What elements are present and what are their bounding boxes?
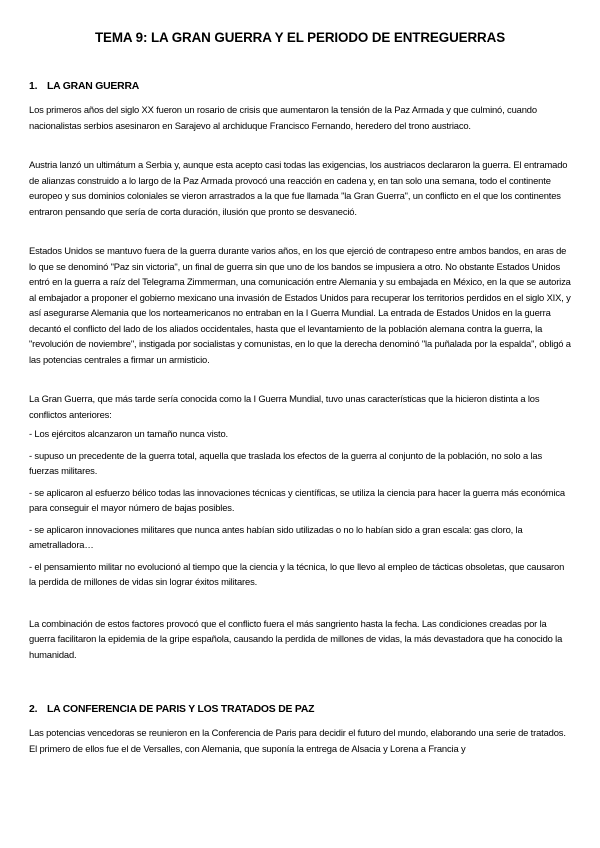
- section-number: 2.: [29, 704, 38, 715]
- characteristics-list: [29, 426, 571, 590]
- paragraph: La combinación de estos factores provocó que el conflicto fuera el más sangriento hasta la fecha. Las condiciones creadas por la guerra facilitaron la epidemia de la gripe española, causando la perdida de millones de vidas, la más devastadora que ha conocido la humanidad.: [29, 617, 563, 660]
- document-title: TEMA 9: LA GRAN GUERRA Y EL PERIODO DE ENTREGUERRAS: [94, 30, 506, 45]
- section-heading: [29, 81, 571, 92]
- list-item: - se aplicaron al esfuerzo bélico todas las innovaciones técnicas y científicas, se utiliza la ciencia para hacer la guerra más económica para conseguir el mayor número de bajas posibles.: [29, 486, 565, 513]
- paragraph: Austria lanzó un ultimátum a Serbia y, aunque esta acepto casi todas las exigencias, los austriacos declararon la guerra. El entramado de alianzas construido a lo largo de la Paz Armada provocó una reacción en cadena y, en tan solo una semana, todo el continente europeo y sus dominios coloniales se vieron arrastrados a la que fue llamada "la Gran Guerra", un conflicto en el que los continentes entraron pensando que sería de corta duración, ilusión que pronto se desvaneció.: [29, 159, 568, 217]
- paragraph: Las potencias vencedoras se reunieron en la Conferencia de Paris para decidir el futuro del mundo, elaborando una serie de tratados. El primero de ellos fue el de Versalles, con Alemania, que suponía la entrega de Alsacia y Lorena a Francia y: [29, 727, 566, 754]
- list-item: - supuso un precedente de la guerra total, aquella que traslada los efectos de la guerra al conjunto de la población, no solo a las fuerzas militares.: [29, 449, 542, 476]
- list-item: - Los ejércitos alcanzaron un tamaño nunca visto.: [29, 428, 229, 439]
- section-heading: [29, 704, 571, 715]
- section-1: [29, 81, 571, 662]
- section-title: LA GRAN GUERRA: [47, 81, 140, 92]
- section-title: LA CONFERENCIA DE PARIS Y LOS TRATADOS DE PAZ: [47, 704, 315, 715]
- section-2: [29, 704, 571, 756]
- section-number: 1.: [29, 81, 38, 92]
- paragraph: Estados Unidos se mantuvo fuera de la guerra durante varios años, en los que ejerció de contrapeso entre ambos bandos, en aras de lo que se denominó "Paz sin victoria", un final de guerra sin que uno de los bandos se impusiera a otro. No obstante Estados Unidos entró en la guerra a raíz del Telegrama Zimmerman, una comunicación entre Alemania y su embajada en México, en la que se autoriza al embajador a proponer el gobierno mexicano una invasión de Estados Unidos para recuperar los territorios perdidos en el siglo XIX, y así asegurarse Alemania que los norteamericanos no entraban en la I Guerra Mundial. La entrada de Estados Unidos en la guerra decantó el conflicto del lado de los aliados occidentales, hasta que el levantamiento de la población alemana contra la guerra, la "revolución de noviembre", instigada por socialistas y comunistas, en lo que la derecha denominó "la puñalada por la espalda", obligó a las potencias centrales a firmar un armisticio.: [29, 245, 571, 365]
- paragraph: La Gran Guerra, que más tarde sería conocida como la I Guerra Mundial, tuvo unas características que la hicieron distinta a los conflictos anteriores:: [29, 393, 540, 420]
- list-item: - el pensamiento militar no evolucionó al tiempo que la ciencia y la técnica, lo que llevo al empleo de tácticas obsoletas, que causaron la perdida de millones de vidas sin lograr éxitos militares.: [29, 560, 565, 587]
- list-item: - se aplicaron innovaciones militares que nunca antes habían sido utilizadas o no lo habían sido a gran escala: gas cloro, la ametralladora…: [29, 523, 523, 550]
- paragraph: Los primeros años del siglo XX fueron un rosario de crisis que aumentaron la tensión de la Paz Armada y que culminó, cuando nacionalistas serbios asesinaron en Sarajevo al archiduque Francisco Fernando, heredero del trono austriaco.: [29, 104, 537, 131]
